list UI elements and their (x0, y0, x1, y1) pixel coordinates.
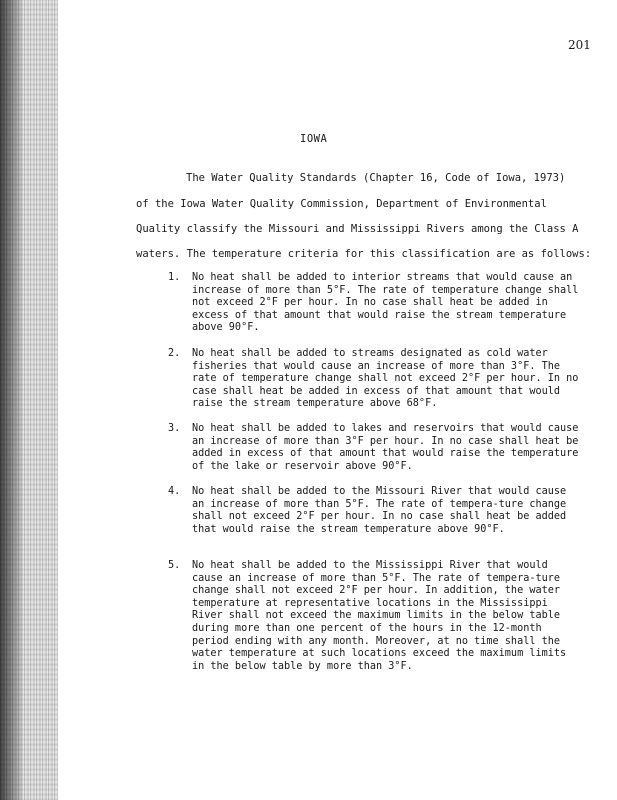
list-item-number: 3. (168, 423, 181, 434)
list-item-text: No heat shall be added to streams designated as cold water fisheries that would cause an increase of more than 3°F. The rate of temperature change shall not exceed 2°F per hour. In no case shall heat be added in excess of that amount that would raise the stream temperature above 68°F. (192, 348, 579, 410)
list-item-text: No heat shall be added to the Missouri River that would cause an increase of more than 5°F. The rate of tempera-ture change shall not exceed 2°F per hour. In no case shall heat be added that would raise the stream temperature above 90°F. (192, 486, 567, 535)
list-item-number: 2. (168, 348, 181, 359)
list-item-text: No heat shall be added to interior streams that would cause an increase of more than 5°F. The rate of temperature change shall not exceed 2°F per hour. In no case shall heat be added in excess of that amount that would raise the stream temperature above 90°F. (192, 272, 579, 334)
scan-edge-dark (0, 0, 22, 800)
intro-line-3: Quality classify the Missouri and Mississippi Rivers among the Class A (136, 223, 579, 235)
list-item-number: 4. (168, 486, 181, 497)
list-item-number: 5. (168, 560, 181, 571)
intro-line-1: The Water Quality Standards (Chapter 16, Code of Iowa, 1973) (186, 172, 566, 184)
intro-line-2: of the Iowa Water Quality Commission, Department of Environmental (136, 198, 547, 210)
page-number: 201 (568, 38, 591, 52)
list-item-text: No heat shall be added to the Mississippi River that would cause an increase of more than 5°F. The rate of tempera-ture change shall not exceed 2°F per hour. In addition, the water temperature at representative locations in the Mississippi River shall not exceed the maximum limits in the below table during more than one percent of the hours in the 12-month period ending with any month. Moreover, at no time shall the water temperature at such locations exceed the maximum limits in the below table by more than 3°F. (192, 560, 567, 672)
intro-line-4: waters. The temperature criteria for this classification are as follows: (136, 248, 592, 260)
list-item-text: No heat shall be added to lakes and reservoirs that would cause an increase of more than 3°F per hour. In no case shall heat be added in excess of that amount that would raise the temperature of the lake or reservoir above 90°F. (192, 423, 579, 472)
section-heading: IOWA (300, 133, 328, 145)
list-item-number: 1. (168, 272, 181, 283)
